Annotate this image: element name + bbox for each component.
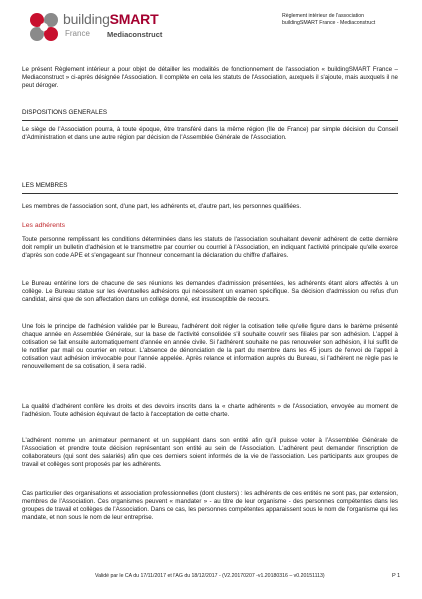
document-organisation: buildingSMART France - Mediaconstruct [282, 20, 376, 26]
section-title-general: DISPOSITIONS GENERALES [22, 109, 108, 116]
adherents-paragraph-1: Toute personne remplissant les conditions déterminées dans les statuts de l'association souhaitant devenir adhérent de cette dernière doit remplir un bulletin d'adhésion et le transmettre par courrier ou courriel à l'Association, en indiquant l'activité principale qu'elle exerce d'après son code APE et s'engageant sur l'honneur concernant la déclaration du chiffre d'affaires. [22, 236, 398, 259]
footer-validation: Validé par le CA du 17/11/2017 et l'AG du 18/12/2017 - (V2.20170207 -v1.20180316 – v0.20151113) [95, 573, 325, 579]
document-header [282, 13, 414, 27]
page-number: P 1 [392, 573, 401, 579]
intro-paragraph: Le présent Règlement intérieur a pour objet de détailler les modalités de fonctionnement de l'association « buildingSMART France – Mediaconstruct » ci-après désignée l'Association. Il complète en cela les statuts de l'Association, auxquels il s'ajoute, mais auxquels il ne peut déroger. [22, 66, 398, 89]
logo-mediaconstruct: Mediaconstruct [107, 30, 163, 39]
adherents-paragraph-5: L'adhérent nomme un animateur permanent et un suppléant dans son entité afin qu'il puisse voter à l'Assemblée Générale de l'Association et prendre toute décision représentant son entité au sein de l'Association. L'adhérent peut demander l'inscription de collaborateurs (qui sont des salariés) afin que ces derniers soient informés de la vie de l'association. Les participants aux groupes de travail et collèges sont proposés par les adhérents. [22, 437, 398, 468]
puzzle-logo-icon [27, 10, 61, 44]
members-paragraph: Les membres de l'association sont, d'une part, les adhérents et, d'autre part, les personnes qualifiées. [22, 203, 302, 210]
adherents-paragraph-6: Cas particulier des organisations et association professionnelles (dont clusters) : les adhérents de ces entités ne sont pas, par extension, membres de l'Association. Ces organismes peuvent « mandater » - au titre de leur organisme - des personnes compétentes dans les groupes de travail et collèges de l'Association. Dans ce cas, les personnes compétentes apparaissent sous le nom de l'organisme qui les mandate, et non sous le nom de leur entreprise. [22, 490, 398, 521]
logo-france: France [65, 29, 90, 38]
adherents-paragraph-2: Le Bureau entérine lors de chacune de ses réunions les demandes d'admission présentées, les adhérents étant alors affectés à un collège. Le Bureau statue sur les éventuelles adhésions qui nécessitent un examen spécifique. Sa décision d'admission ou refus d'un candidat, ainsi que de son affectation dans un collège donné, est insusceptible de recours. [22, 280, 398, 303]
adherents-paragraph-3: Une fois le principe de l'adhésion validée par le Bureau, l'adhérent doit régler la cotisation telle qu'elle figure dans le barème présenté chaque année en Assemblée Générale, sur la base de l'activité consolidée s'il souhaite couvrir ses filiales par son adhésion. L'appel à cotisation se fait ensuite automatiquement d'année en année civile. Si l'adhérent souhaite ne pas renouveler son adhésion, il lui suffit de le notifier par mail ou courrier en retour. L'absence de dénonciation de la part du membre dans les 45 jours de l'envoi de l'appel à cotisation vaut adhésion irrévocable pour l'année appelée. Après relance et information auprès du Bureau, si l'adhérent ne règle pas le renouvellement de sa cotisation, il sera radié. [22, 323, 398, 370]
general-paragraph: Le siège de l'Association pourra, à toute époque, être transféré dans la même région (Ile de France) par simple décision du Conseil d'Administration et dans une autre région par décision de l'Assemblée Générale de l'Association. [22, 126, 398, 141]
section-title-members: LES MEMBRES [22, 182, 68, 189]
adherents-paragraph-4: La qualité d'adhérent confère les droits et des devoirs inscrits dans la « charte adhérents » de l'Association, envoyée au moment de l'adhésion. Toute adhésion équivaut de facto à l'acceptation de cette charte. [22, 403, 398, 418]
document-title: Règlement intérieur de l'association [282, 13, 365, 19]
section-divider [22, 193, 398, 194]
section-divider [22, 120, 398, 121]
buildingsmart-logo [27, 10, 167, 50]
subsection-title-adherents: Les adhérents [22, 222, 66, 229]
logo-wordmark: buildingSMART [63, 11, 159, 27]
